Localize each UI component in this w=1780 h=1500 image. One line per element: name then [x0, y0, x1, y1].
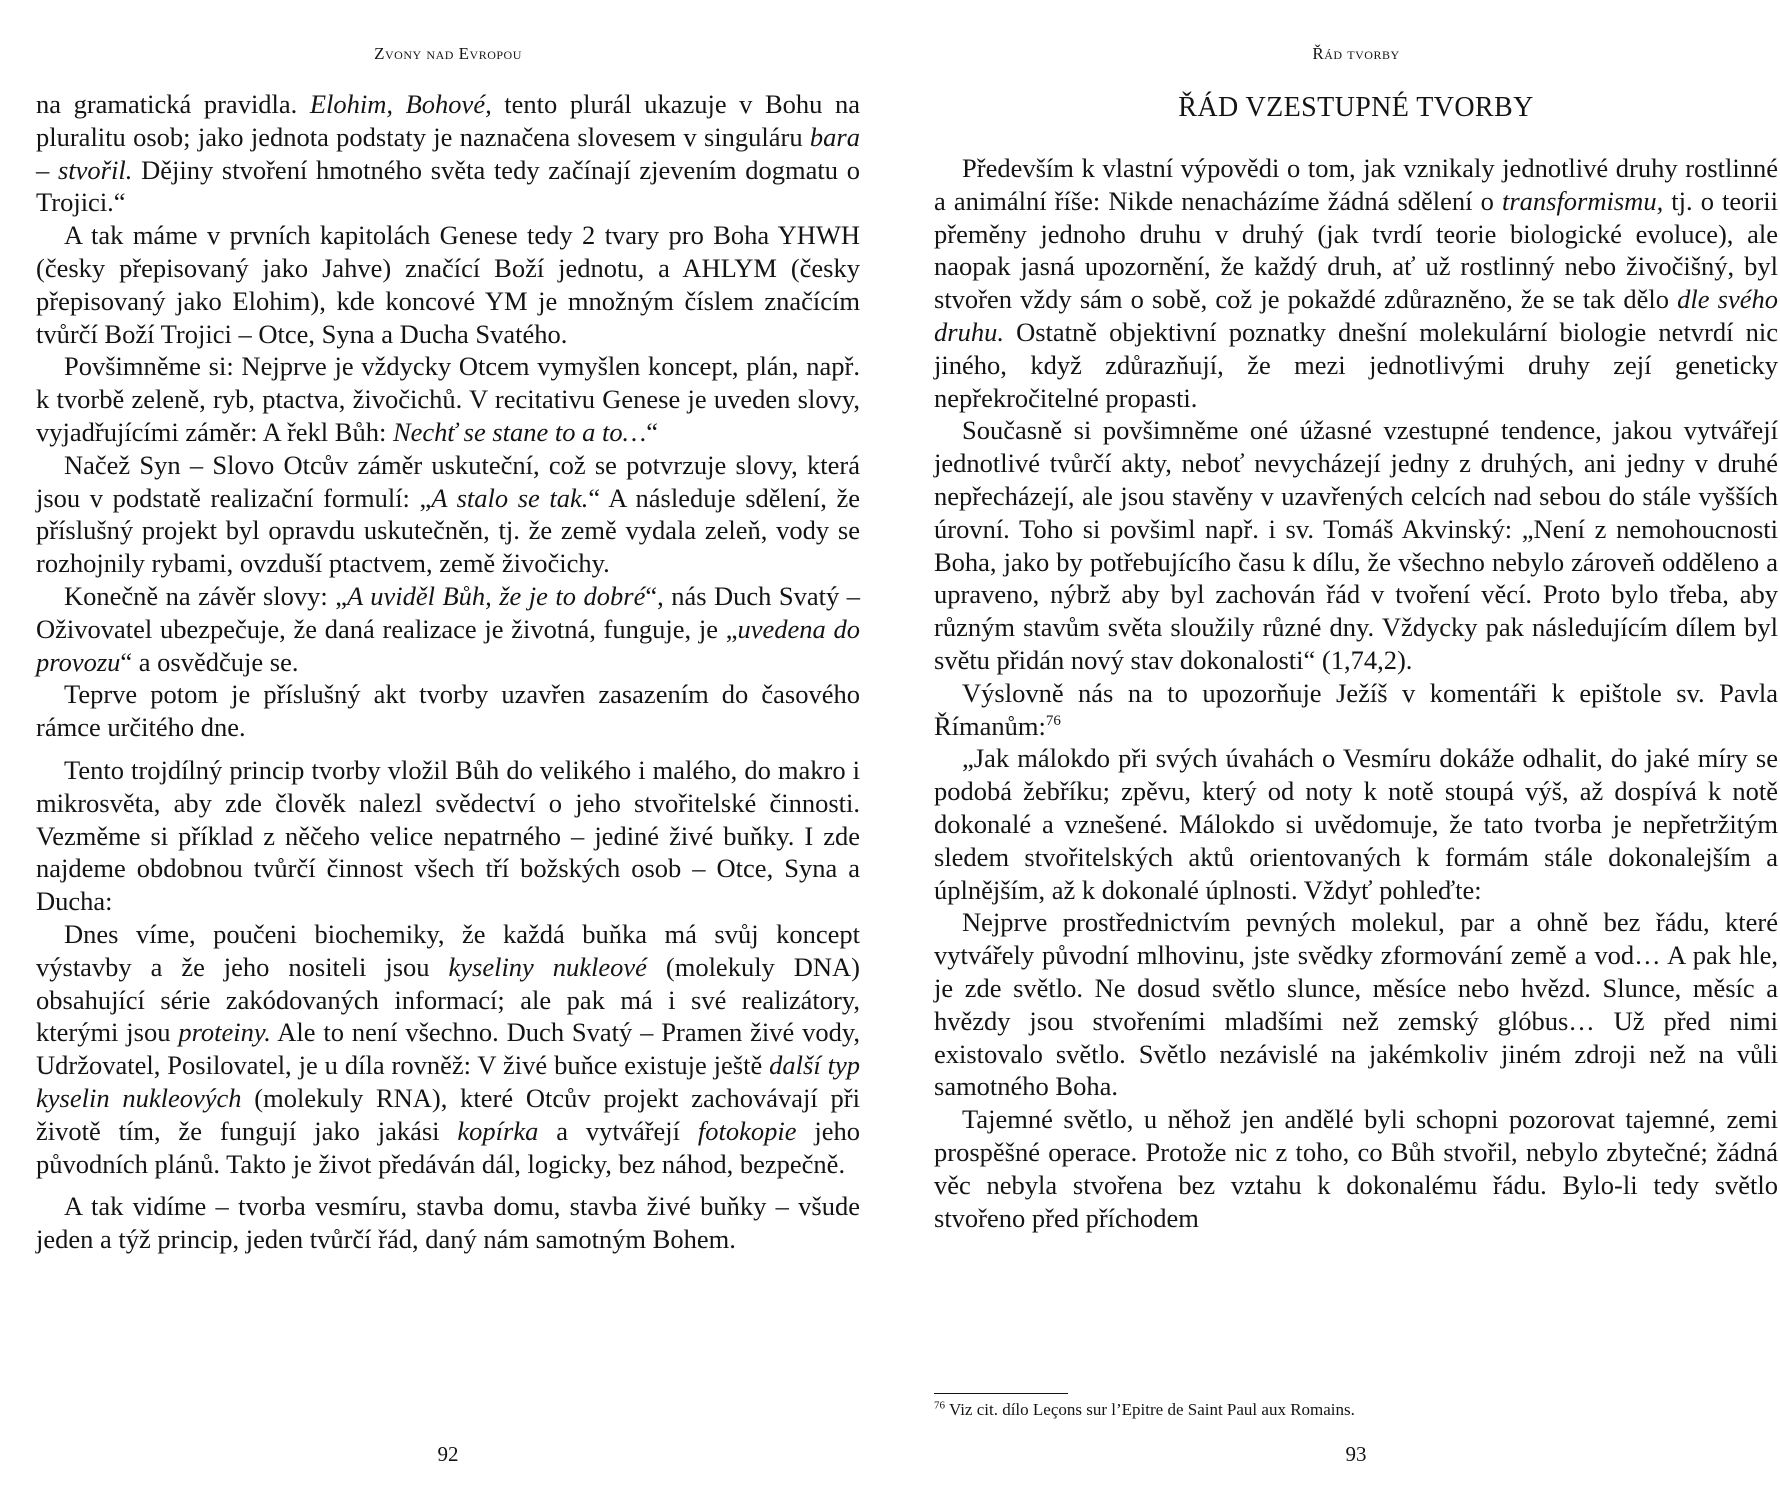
paragraph [36, 580, 860, 678]
text-run: Tento trojdílný princip tvorby vložil Bůh do velikého i malého, do makro i mikrosvěta, aby zde člověk nalezl svědectví o jeho stvořitelské činnosti. Vezměme si příklad z něčeho velice nepatrného – jediné živé buňky. I zde najdeme obdobnou tvůrčí činnost všech tří božských osob – Otce, Syna a Ducha: [36, 754, 860, 917]
text-run: Teprve potom je příslušný akt tvorby uzavřen zasazením do časového rámce určitého dne. [36, 679, 860, 743]
text-run: Dějiny stvoření hmotného světa tedy začínají zjevením dogmatu o Trojici.“ [36, 154, 860, 218]
text-run: “ A následuje sdělení, že příslušný projekt byl opravdu uskutečněn, tj. že země vydala zeleň, vody se rozhojnily rybami, ovzduší ptactvem, země živočichy. [36, 482, 860, 579]
paragraph [934, 152, 1778, 414]
text-run: Ale to není všechno. Duch Svatý – Pramen živé vody, Udržovatel, Posilovatel, je u díla rovněž: V živé buňce existuje ještě [36, 1017, 860, 1081]
text-run: tento plurál ukazuje v Bohu na pluralitu osob; jako jednota podstaty je naznačena slovesem v singuláru [36, 89, 861, 152]
italic-run: transformismu, [1501, 185, 1664, 216]
chapter-title: ŘÁD VZESTUPNÉ TVORBY [1178, 92, 1534, 123]
italic-run: A uviděl Bůh, že je to dobré [347, 580, 646, 611]
text-run: “, nás Duch Svatý – Oživovatel ubezpečuje, že daná realizace je životná, funguje, je „ [36, 580, 860, 644]
text-run: (molekuly RNA), které Otcův projekt zachovávají při životě tím, že fungují jako jakási [36, 1082, 860, 1146]
paragraph [36, 754, 860, 918]
italic-run: dle svého druhu. [934, 284, 1778, 347]
footnote-text: Viz cit. dílo Leçons sur l’Epitre de Saint Paul aux Romains. [945, 1400, 1355, 1419]
text-run: Ostatně objektivní poznatky dnešní molekulární biologie netvrdí nic jiného, když zdůrazňují, že mezi jednotlivými druhy zejí geneticky nepřekročitelné propasti. [934, 316, 1778, 413]
text-run: (molekuly DNA) obsahující série zakódovaných informací; ale pak má i své realizátory, kterými jsou [36, 951, 860, 1048]
text-run: Nejprve prostřednictvím pevných molekul, par a ohně bez řádu, které vytvářely původní mlhovinu, jste svědky zformování země a vod… A pak hle, je zde světlo. Ne dosud světlo slunce, měsíce nebo hvězd. Slunce, měsíc a hvězdy jsou stvořeními mladšími než zemský glóbus… Už před nimi existovalo světlo. Světlo nezávislé na jakémkoliv jiném zdroji než na vůli samotného Boha. [934, 907, 1778, 1102]
paragraph [36, 678, 860, 744]
footnote [934, 1399, 1734, 1421]
running-head: Řád tvorby [1312, 44, 1400, 63]
page-number: 93 [1345, 1442, 1367, 1466]
paragraph [36, 350, 860, 448]
italic-run: Elohim, Bohové, [309, 89, 492, 119]
italic-run: bara – stvořil. [36, 121, 860, 185]
right-page [890, 0, 1780, 1500]
footnote-reference: 76 [1045, 712, 1061, 729]
italic-run: uvedena do provozu [36, 613, 860, 677]
paragraph [934, 742, 1778, 906]
text-run: A tak máme v prvních kapitolách Genese tedy 2 tvary pro Boha YHWH (česky přepisovaný jako Jahve) značící Boží jednotu, a AHLYM (česky přepisovaný jako Elohim), kde koncové YM je množným číslem značícím tvůrčí Boží Trojici – Otce, Syna a Ducha Svatého. [36, 220, 860, 349]
text-run: A tak vidíme – tvorba vesmíru, stavba domu, stavba živé buňky – všude jeden a týž princip, jeden tvůrčí řád, daný nám samotným Bohem. [36, 1191, 860, 1255]
paragraph [36, 219, 860, 350]
paragraph [36, 449, 860, 580]
text-run: “ a osvědčuje se. [120, 646, 299, 677]
text-run: jeho původních plánů. Takto je život předáván dál, logicky, bez náhod, bezpečně. [36, 1115, 860, 1179]
text-run: Tajemné světlo, u něhož jen andělé byli schopni pozorovat tajemné, zemi prospěšné operace. Protože nic z toho, co Bůh stvořil, nebylo zbytečné; žádná věc nebyla stvořena bez vztahu k dokonalému řádu. Bylo-li tedy světlo stvořeno před příchodem [934, 1104, 1778, 1233]
page-number: 92 [437, 1442, 459, 1466]
italic-run: A stalo se tak. [431, 482, 589, 513]
paragraph [934, 414, 1778, 676]
paragraph [36, 1190, 860, 1256]
paragraph [934, 1103, 1778, 1234]
text-run: Především k vlastní výpovědi o tom, jak vznikaly jednotlivé druhy rostlinné a animální říše: Nikde nenacházíme žádná sdělení o [934, 153, 1778, 216]
paragraph [36, 918, 860, 1180]
footnote-divider [934, 1393, 1068, 1394]
paragraph [934, 906, 1778, 1103]
italic-run: kopírka [457, 1115, 539, 1146]
text-run: Načež Syn – Slovo Otcův záměr uskuteční, což se potvrzuje slovy, která jsou v podstatě realizační formulí: „ [36, 449, 860, 513]
text-run: “ [646, 416, 658, 447]
body-text [36, 88, 860, 1256]
text-run: „Jak málokdo při svých úvahách o Vesmíru dokáže odhalit, do jaké míry se podobá žebříku; zpěvu, který od noty k notě stoupá výš, až dospívá k notě dokonalé a vznešené. Málokdo si uvědomuje, že tato tvorba je nepřetržitým sledem stvořitelských aktů orientovaných k formám stále dokonalejším a úplnějším, až k dokonalé úplnosti. Vždyť pohleďte: [934, 743, 1778, 905]
italic-run: fotokopie [697, 1115, 797, 1146]
paragraph [934, 677, 1778, 743]
text-run: na gramatická pravidla. [36, 89, 310, 119]
italic-run: další typ kyselin nukleových [36, 1050, 860, 1113]
paragraph [36, 88, 860, 219]
footnote-marker: 76 [934, 1399, 945, 1412]
italic-run: kyseliny nukleové [448, 951, 647, 982]
text-run: Současně si povšimněme oné úžasné vzestupné tendence, jakou vytvářejí jednotlivé tvůrčí akty, neboť nevycházejí jedny z druhých, ani jedny v druhé nepřecházejí, ale jsou stavěny v uzavřených celcích nad sebou do stále vyšších úrovní. Toho si povšiml např. i sv. Tomáš Akvinský: „Není z nemohoucnosti Boha, jako by potřebujícího času k dílu, že všechno nebylo zároveň odděleno a upraveno, nýbrž aby byl zachován řád v tvoření věcí. Proto bylo třeba, aby různým stavům světa sloužily různé dny. Vždycky pak následujícím dílem byl světu přidán nový stav dokonalosti“ (1,74,2). [934, 415, 1778, 675]
text-run: Výslovně nás na to upozorňuje Ježíš v komentáři k epištole sv. Pavla Římanům: [934, 677, 1778, 741]
text-run: tj. o teorii přeměny jednoho druhu v druhý (jak tvrdí teorie biologické evoluce), ale naopak jasná upozornění, že každý druh, ať už rostlinný nebo živočišný, byl stvořen vždy sám o sobě, což je pokaždé zdůrazněno, že se tak dělo [934, 185, 1778, 315]
italic-run: Nechť se stane to a to… [392, 416, 647, 447]
text-run: a vytvářejí [538, 1115, 698, 1146]
body-text [934, 152, 1778, 1234]
text-run: Dnes víme, poučeni biochemiky, že každá buňka má svůj koncept výstavby a že jeho nositeli jsou [36, 918, 860, 982]
running-head: Zvony nad Evropou [374, 44, 522, 63]
text-run: Povšimněme si: Nejprve je vždycky Otcem vymyšlen koncept, plán, např. k tvorbě zeleně, ryb, ptactva, živočichů. V recitativu Genese je uveden slovy, vyjadřujícími záměr: A řekl Bůh: [36, 351, 860, 447]
text-run: Konečně na závěr slovy: „ [64, 580, 348, 611]
italic-run: proteiny. [178, 1017, 271, 1048]
